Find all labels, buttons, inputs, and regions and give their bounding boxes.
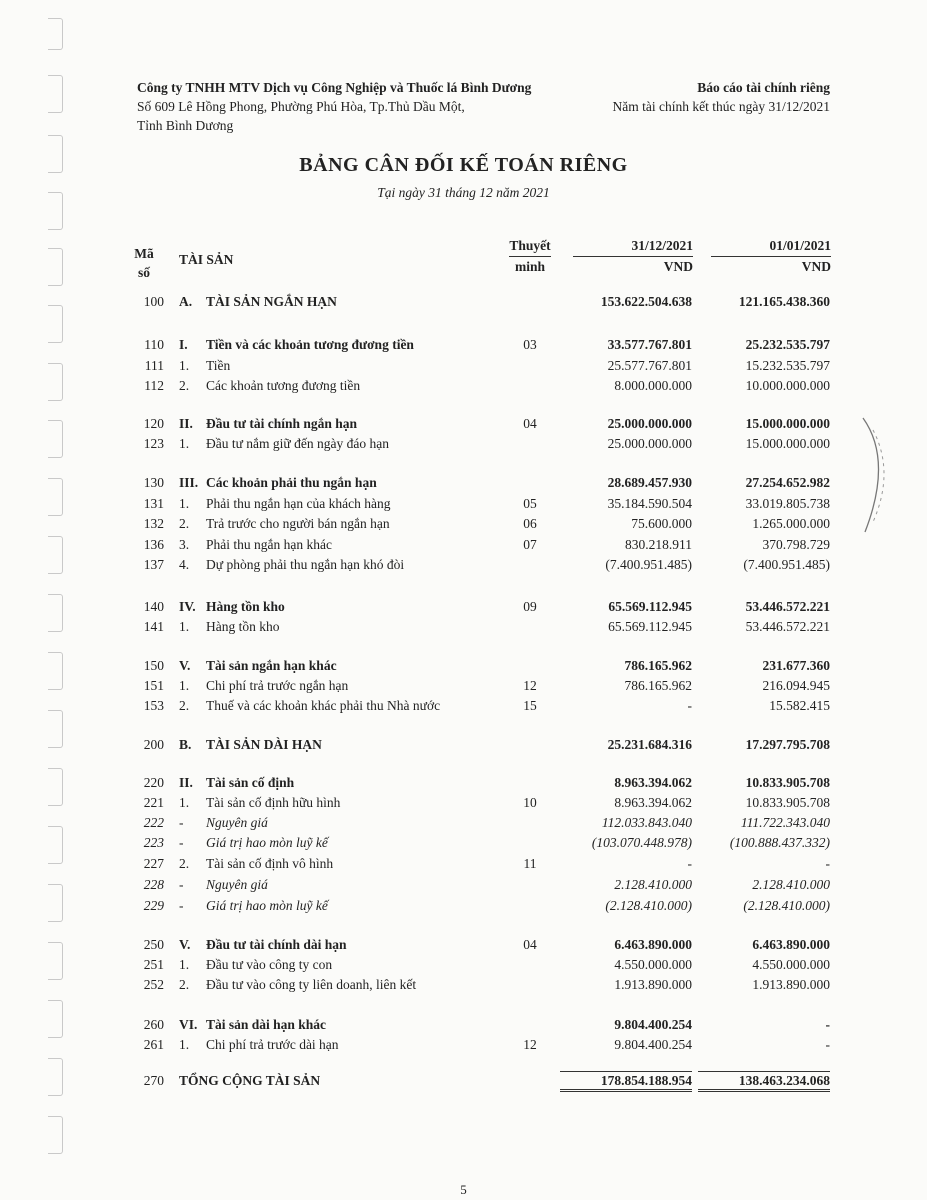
row-value-2021-01-01: 231.677.360 bbox=[762, 658, 830, 673]
row-code: 111 bbox=[144, 358, 164, 373]
table-row bbox=[0, 975, 927, 995]
seal-stamp bbox=[855, 410, 905, 540]
row-value-2021-12-31: 35.184.590.504 bbox=[607, 496, 692, 511]
page-title: BẢNG CÂN ĐỐI KẾ TOÁN RIÊNG bbox=[299, 154, 628, 176]
row-value-2021-12-31: 65.569.112.945 bbox=[608, 599, 692, 614]
row-label: Tiền và các khoản tương đương tiền bbox=[206, 337, 414, 352]
row-value-2021-01-01: 111.722.343.040 bbox=[740, 815, 830, 830]
row-value-2021-01-01: 2.128.410.000 bbox=[752, 877, 830, 892]
company-name: Công ty TNHH MTV Dịch vụ Công Nghiệp và Thuốc lá Bình Dương bbox=[137, 80, 532, 95]
row-note: 11 bbox=[523, 856, 537, 871]
row-label: Chi phí trả trước dài hạn bbox=[206, 1037, 339, 1052]
table-row bbox=[0, 955, 927, 975]
row-label: Tài sản cố định hữu hình bbox=[206, 795, 341, 810]
column-header-unit1: VND bbox=[663, 259, 693, 274]
table-row bbox=[0, 376, 927, 396]
row-label: TỔNG CỘNG TÀI SẢN bbox=[179, 1073, 321, 1088]
binding-mark bbox=[48, 18, 63, 50]
row-code: 222 bbox=[143, 815, 164, 830]
row-value-2021-01-01: 15.582.415 bbox=[769, 698, 830, 713]
row-number: IV. bbox=[179, 599, 196, 614]
row-value-2021-12-31: 9.804.400.254 bbox=[614, 1017, 692, 1032]
row-label: Tài sản cố định bbox=[206, 775, 295, 790]
row-code: 223 bbox=[143, 835, 164, 850]
row-number: 3. bbox=[179, 537, 190, 552]
row-value-2021-01-01: 15.000.000.000 bbox=[745, 416, 830, 431]
row-value-2021-12-31: 25.000.000.000 bbox=[607, 436, 692, 451]
row-value-2021-01-01: - bbox=[825, 856, 830, 871]
row-number: VI. bbox=[179, 1017, 198, 1032]
row-value-2021-12-31: 786.165.962 bbox=[624, 658, 692, 673]
row-value-2021-01-01: 1.913.890.000 bbox=[752, 977, 830, 992]
page-number: 5 bbox=[460, 1182, 467, 1197]
row-label: Chi phí trả trước ngắn hạn bbox=[206, 678, 349, 693]
row-label: Phải thu ngắn hạn của khách hàng bbox=[206, 496, 391, 511]
row-note: 12 bbox=[523, 1037, 537, 1052]
table-row bbox=[0, 854, 927, 874]
row-value-2021-01-01: 10.000.000.000 bbox=[745, 378, 830, 393]
row-value-2021-12-31: 75.600.000 bbox=[631, 516, 692, 531]
table-row bbox=[0, 935, 927, 955]
table-row bbox=[0, 617, 927, 637]
row-number: A. bbox=[179, 294, 193, 309]
table-row bbox=[0, 1071, 927, 1091]
row-value-2021-01-01: 17.297.795.708 bbox=[745, 737, 830, 752]
row-value-2021-01-01: (7.400.951.485) bbox=[743, 557, 830, 572]
row-label: Dự phòng phải thu ngắn hạn khó đòi bbox=[206, 557, 405, 572]
table-row bbox=[0, 597, 927, 617]
column-header-code-line1: Mã bbox=[134, 246, 154, 261]
row-code: 220 bbox=[143, 775, 164, 790]
row-code: 110 bbox=[144, 337, 164, 352]
row-code: 137 bbox=[143, 557, 164, 572]
row-value-2021-12-31: (2.128.410.000) bbox=[605, 898, 692, 913]
row-label: Đầu tư tài chính ngắn hạn bbox=[206, 416, 358, 431]
table-row bbox=[0, 1015, 927, 1035]
column-header-date2 bbox=[703, 236, 831, 276]
row-number: 1. bbox=[179, 678, 190, 693]
row-value-2021-01-01: 15.232.535.797 bbox=[745, 358, 830, 373]
column-header-assets: TÀI SẢN bbox=[179, 252, 234, 267]
table-row bbox=[0, 1035, 927, 1055]
table-row bbox=[0, 773, 927, 793]
row-label: Tài sản dài hạn khác bbox=[206, 1017, 327, 1032]
row-label: TÀI SẢN DÀI HẠN bbox=[206, 737, 322, 752]
row-code: 200 bbox=[143, 737, 164, 752]
row-label: TÀI SẢN NGẮN HẠN bbox=[206, 294, 337, 309]
row-code: 151 bbox=[143, 678, 164, 693]
row-number: 2. bbox=[179, 977, 190, 992]
row-note: 06 bbox=[523, 516, 537, 531]
table-row bbox=[0, 735, 927, 755]
row-note: 04 bbox=[523, 416, 537, 431]
column-header-date1 bbox=[565, 236, 693, 276]
row-value-2021-12-31: 33.577.767.801 bbox=[607, 337, 692, 352]
row-value-2021-12-31: (7.400.951.485) bbox=[605, 557, 692, 572]
table-row bbox=[0, 535, 927, 555]
table-row bbox=[0, 676, 927, 696]
row-code: 140 bbox=[143, 599, 164, 614]
row-number: II. bbox=[179, 775, 193, 790]
row-code: 260 bbox=[143, 1017, 164, 1032]
company-address-line1: Số 609 Lê Hồng Phong, Phường Phú Hòa, Tp.Thủ Dầu Một, bbox=[137, 99, 465, 114]
row-value-2021-12-31: - bbox=[687, 856, 692, 871]
row-number: 1. bbox=[179, 358, 190, 373]
row-label: Các khoản tương đương tiền bbox=[206, 378, 361, 393]
row-code: 250 bbox=[143, 937, 164, 952]
row-note: 09 bbox=[523, 599, 537, 614]
row-code: 153 bbox=[143, 698, 164, 713]
row-label: Tài sản ngắn hạn khác bbox=[206, 658, 337, 673]
row-note: 03 bbox=[523, 337, 537, 352]
row-label: Thuế và các khoản khác phải thu Nhà nước bbox=[206, 698, 441, 713]
row-number: 2. bbox=[179, 856, 190, 871]
table-row bbox=[0, 793, 927, 813]
binding-mark bbox=[48, 75, 63, 113]
column-header-note bbox=[500, 236, 560, 276]
row-value-2021-12-31: - bbox=[687, 698, 692, 713]
row-label: Hàng tồn kho bbox=[206, 599, 285, 614]
column-header-code-line2: số bbox=[137, 265, 150, 280]
row-note: 05 bbox=[523, 496, 537, 511]
table-row bbox=[0, 414, 927, 434]
row-value-2021-01-01: 4.550.000.000 bbox=[752, 957, 830, 972]
column-header-unit2: VND bbox=[801, 259, 831, 274]
binding-mark bbox=[48, 1116, 63, 1154]
row-number: III. bbox=[179, 475, 199, 490]
table-row bbox=[0, 875, 927, 895]
column-header-note-line1: Thuyết bbox=[500, 236, 560, 257]
company-header bbox=[137, 78, 597, 135]
column-header-note-line2: minh bbox=[514, 259, 545, 274]
row-code: 270 bbox=[143, 1073, 164, 1088]
row-value-2021-12-31: 786.165.962 bbox=[624, 678, 692, 693]
row-value-2021-12-31: 25.231.684.316 bbox=[607, 737, 692, 752]
row-code: 229 bbox=[143, 898, 164, 913]
row-label: Nguyên giá bbox=[206, 877, 268, 892]
row-code: 120 bbox=[143, 416, 164, 431]
row-code: 221 bbox=[143, 795, 164, 810]
report-type: Báo cáo tài chính riêng bbox=[697, 80, 830, 95]
row-value-2021-12-31: 8.963.394.062 bbox=[614, 775, 692, 790]
row-value-2021-01-01: 370.798.729 bbox=[762, 537, 830, 552]
column-header-date1-label: 31/12/2021 bbox=[565, 236, 693, 257]
table-row bbox=[0, 514, 927, 534]
row-value-2021-12-31: 178.854.188.954 bbox=[560, 1071, 692, 1092]
row-value-2021-01-01: - bbox=[825, 1017, 830, 1032]
row-code: 252 bbox=[143, 977, 164, 992]
row-value-2021-12-31: 28.689.457.930 bbox=[607, 475, 692, 490]
row-code: 251 bbox=[143, 957, 164, 972]
row-code: 100 bbox=[143, 294, 164, 309]
row-number: II. bbox=[179, 416, 193, 431]
row-number: 1. bbox=[179, 496, 190, 511]
row-number: 4. bbox=[179, 557, 190, 572]
row-label: Hàng tồn kho bbox=[206, 619, 280, 634]
row-code: 123 bbox=[143, 436, 164, 451]
row-number: - bbox=[179, 898, 184, 913]
row-code: 112 bbox=[144, 378, 164, 393]
row-label: Đầu tư tài chính dài hạn bbox=[206, 937, 347, 952]
column-header-code bbox=[132, 244, 156, 282]
row-code: 136 bbox=[143, 537, 164, 552]
company-address-line2: Tỉnh Bình Dương bbox=[137, 118, 234, 133]
row-label: Nguyên giá bbox=[206, 815, 268, 830]
row-label: Tiền bbox=[206, 358, 231, 373]
row-number: B. bbox=[179, 737, 192, 752]
row-value-2021-01-01: - bbox=[825, 1037, 830, 1052]
table-row bbox=[0, 656, 927, 676]
row-value-2021-12-31: 9.804.400.254 bbox=[614, 1037, 692, 1052]
row-number: 2. bbox=[179, 378, 190, 393]
row-value-2021-01-01: (100.888.437.332) bbox=[729, 835, 830, 850]
row-label: Trả trước cho người bán ngắn hạn bbox=[206, 516, 390, 531]
row-value-2021-01-01: 10.833.905.708 bbox=[745, 775, 830, 790]
row-value-2021-01-01: 10.833.905.708 bbox=[745, 795, 830, 810]
row-value-2021-12-31: 8.000.000.000 bbox=[614, 378, 692, 393]
row-value-2021-12-31: 153.622.504.638 bbox=[600, 294, 692, 309]
fiscal-year: Năm tài chính kết thúc ngày 31/12/2021 bbox=[612, 99, 830, 114]
row-value-2021-01-01: 1.265.000.000 bbox=[752, 516, 830, 531]
row-value-2021-12-31: 1.913.890.000 bbox=[614, 977, 692, 992]
row-number: 2. bbox=[179, 516, 190, 531]
table-row bbox=[0, 356, 927, 376]
row-value-2021-12-31: (103.070.448.978) bbox=[591, 835, 692, 850]
row-note: 07 bbox=[523, 537, 537, 552]
row-label: Các khoản phải thu ngắn hạn bbox=[206, 475, 377, 490]
row-value-2021-01-01: 6.463.890.000 bbox=[752, 937, 830, 952]
row-value-2021-01-01: 53.446.572.221 bbox=[745, 599, 830, 614]
row-number: - bbox=[179, 877, 184, 892]
table-row bbox=[0, 292, 927, 312]
row-note: 12 bbox=[523, 678, 537, 693]
row-code: 131 bbox=[143, 496, 164, 511]
row-value-2021-12-31: 65.569.112.945 bbox=[608, 619, 692, 634]
row-number: 1. bbox=[179, 619, 190, 634]
binding-mark bbox=[48, 248, 63, 286]
row-code: 130 bbox=[143, 475, 164, 490]
row-number: V. bbox=[179, 658, 191, 673]
row-value-2021-01-01: 216.094.945 bbox=[762, 678, 830, 693]
table-row bbox=[0, 434, 927, 454]
row-number: 2. bbox=[179, 698, 190, 713]
row-label: Tài sản cố định vô hình bbox=[206, 856, 334, 871]
row-code: 228 bbox=[143, 877, 164, 892]
row-value-2021-12-31: 6.463.890.000 bbox=[614, 937, 692, 952]
row-value-2021-01-01: 33.019.805.738 bbox=[745, 496, 830, 511]
row-value-2021-01-01: 25.232.535.797 bbox=[745, 337, 830, 352]
row-code: 132 bbox=[143, 516, 164, 531]
row-value-2021-12-31: 830.218.911 bbox=[625, 537, 692, 552]
row-value-2021-01-01: 27.254.652.982 bbox=[745, 475, 830, 490]
row-label: Giá trị hao mòn luỹ kế bbox=[206, 835, 328, 850]
row-value-2021-01-01: 53.446.572.221 bbox=[745, 619, 830, 634]
page-subtitle: Tại ngày 31 tháng 12 năm 2021 bbox=[377, 185, 550, 200]
row-number: 1. bbox=[179, 436, 190, 451]
row-number: I. bbox=[179, 337, 188, 352]
row-number: - bbox=[179, 835, 184, 850]
row-note: 04 bbox=[523, 937, 537, 952]
row-value-2021-01-01: 15.000.000.000 bbox=[745, 436, 830, 451]
report-header bbox=[613, 78, 830, 116]
row-note: 10 bbox=[523, 795, 537, 810]
table-row bbox=[0, 696, 927, 716]
row-label: Đầu tư nắm giữ đến ngày đáo hạn bbox=[206, 436, 389, 451]
table-row bbox=[0, 473, 927, 493]
column-header-date2-label: 01/01/2021 bbox=[703, 236, 831, 257]
row-label: Phải thu ngắn hạn khác bbox=[206, 537, 332, 552]
table-row bbox=[0, 896, 927, 916]
row-note: 15 bbox=[523, 698, 537, 713]
row-number: 1. bbox=[179, 795, 190, 810]
table-row bbox=[0, 813, 927, 833]
row-value-2021-12-31: 4.550.000.000 bbox=[614, 957, 692, 972]
table-row bbox=[0, 494, 927, 514]
row-number: 1. bbox=[179, 957, 190, 972]
row-value-2021-01-01: 121.165.438.360 bbox=[738, 294, 830, 309]
row-value-2021-12-31: 8.963.394.062 bbox=[614, 795, 692, 810]
row-value-2021-12-31: 25.577.767.801 bbox=[607, 358, 692, 373]
row-code: 150 bbox=[143, 658, 164, 673]
row-code: 141 bbox=[143, 619, 164, 634]
row-value-2021-01-01: (2.128.410.000) bbox=[743, 898, 830, 913]
row-code: 227 bbox=[143, 856, 164, 871]
row-value-2021-12-31: 25.000.000.000 bbox=[607, 416, 692, 431]
row-number: 1. bbox=[179, 1037, 190, 1052]
row-code: 261 bbox=[143, 1037, 164, 1052]
row-label: Đầu tư vào công ty liên doanh, liên kết bbox=[206, 977, 417, 992]
row-value-2021-12-31: 2.128.410.000 bbox=[614, 877, 692, 892]
table-row bbox=[0, 335, 927, 355]
row-value-2021-01-01: 138.463.234.068 bbox=[698, 1071, 830, 1092]
table-row bbox=[0, 555, 927, 575]
table-row bbox=[0, 833, 927, 853]
row-number: - bbox=[179, 815, 184, 830]
row-label: Đầu tư vào công ty con bbox=[206, 957, 333, 972]
row-number: V. bbox=[179, 937, 191, 952]
row-label: Giá trị hao mòn luỹ kế bbox=[206, 898, 328, 913]
row-value-2021-12-31: 112.033.843.040 bbox=[601, 815, 692, 830]
